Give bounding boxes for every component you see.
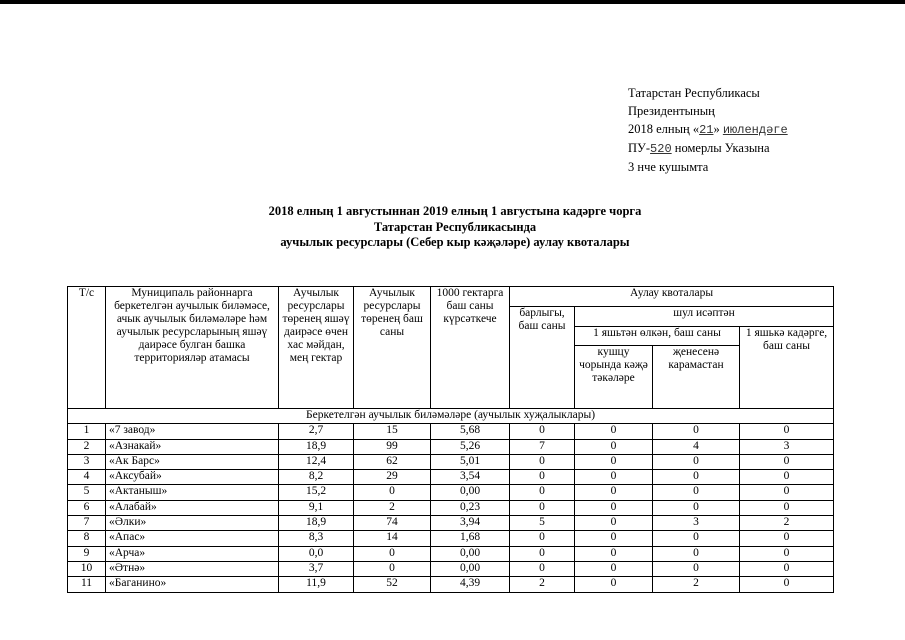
row-females: 0 [653,454,740,469]
row-area: 3,7 [279,561,354,576]
row-count: 0 [354,561,431,576]
handwritten-month: июлендәге [722,123,788,137]
row-area: 9,1 [279,500,354,515]
row-density: 4,39 [431,577,510,592]
header-older-one: 1 яшьтән өлкән, баш саны [575,327,740,346]
row-females: 0 [653,424,740,439]
row-number: 5 [68,485,106,500]
row-count: 52 [354,577,431,592]
row-name: «Ак Барс» [106,454,279,469]
row-females: 4 [653,439,740,454]
row-females: 0 [653,485,740,500]
row-name: «Баганино» [106,577,279,592]
row-number: 11 [68,577,106,592]
corner-line-3 [628,120,788,139]
header-area: Аучылык ресурслары төренең яшәү даирәсе өчен хас мәйдан, мең гектар [279,287,354,409]
row-number: 2 [68,439,106,454]
row-under-one: 0 [740,561,834,576]
row-total: 0 [510,485,575,500]
header-density: 1000 гектарга баш саны күрсәткече [431,287,510,409]
header-males: кушцу чорында кәҗә тәкәләре [575,346,653,409]
row-males: 0 [575,546,653,561]
row-density: 5,01 [431,454,510,469]
row-number: 3 [68,454,106,469]
row-area: 2,7 [279,424,354,439]
row-females: 0 [653,546,740,561]
row-females: 2 [653,577,740,592]
table-row [68,439,834,454]
row-name: «Әтнә» [106,561,279,576]
row-under-one: 0 [740,485,834,500]
row-density: 0,00 [431,485,510,500]
table-row [68,577,834,592]
row-total: 0 [510,424,575,439]
header-including: шул исәптән [575,307,834,327]
corner-line-2: Президентының [628,104,715,118]
row-females: 3 [653,516,740,531]
row-males: 0 [575,454,653,469]
table-row [68,561,834,576]
row-males: 0 [575,439,653,454]
row-name: «Аксубай» [106,470,279,485]
row-density: 5,26 [431,439,510,454]
appendix-reference [628,84,788,176]
row-area: 11,9 [279,577,354,592]
row-total: 0 [510,546,575,561]
row-area: 18,9 [279,439,354,454]
title-line-3: аучылык ресурслары (Себер кыр кәҗәләре) аулау квоталары [280,235,630,249]
decree-suffix: номерлы Указына [674,141,770,155]
row-total: 0 [510,470,575,485]
row-area: 8,2 [279,470,354,485]
row-males: 0 [575,531,653,546]
row-count: 74 [354,516,431,531]
table-row [68,424,834,439]
row-number: 4 [68,470,106,485]
date-prefix: 2018 елның « [628,122,700,136]
row-area: 12,4 [279,454,354,469]
row-area: 18,9 [279,516,354,531]
table-row [68,500,834,515]
row-count: 0 [354,546,431,561]
corner-line-5: 3 нче кушымта [628,160,709,174]
row-females: 0 [653,470,740,485]
row-density: 3,54 [431,470,510,485]
row-name: «Алабай» [106,500,279,515]
header-tc: Т/с [68,287,106,409]
row-area: 8,3 [279,531,354,546]
corner-line-1: Татарстан Республикасы [628,86,760,100]
row-total: 7 [510,439,575,454]
row-area: 0,0 [279,546,354,561]
row-name: «Әлки» [106,516,279,531]
row-density: 0,00 [431,561,510,576]
title-line-2: Татарстан Республикасында [373,219,537,234]
row-under-one: 0 [740,546,834,561]
handwritten-day: 21 [699,123,714,137]
row-males: 0 [575,516,653,531]
row-density: 3,94 [431,516,510,531]
table-row [68,516,834,531]
row-area: 15,2 [279,485,354,500]
row-count: 2 [354,500,431,515]
section-row: Беркетелгән аучылык биләмәләре (аучылык хуҗалыклары) [68,409,834,424]
row-density: 1,68 [431,531,510,546]
top-border-line [0,0,905,4]
row-total: 0 [510,454,575,469]
row-number: 8 [68,531,106,546]
row-males: 0 [575,485,653,500]
header-count: Аучылык ресурслары төренең баш саны [354,287,431,409]
document-title [100,204,810,251]
row-females: 0 [653,561,740,576]
row-name: «Апас» [106,531,279,546]
row-number: 7 [68,516,106,531]
corner-line-4 [628,139,788,158]
row-total: 0 [510,531,575,546]
row-under-one: 0 [740,424,834,439]
row-males: 0 [575,577,653,592]
row-under-one: 0 [740,500,834,515]
row-count: 0 [354,485,431,500]
row-number: 6 [68,500,106,515]
row-number: 10 [68,561,106,576]
table-row [68,485,834,500]
row-females: 0 [653,500,740,515]
quota-table [67,286,834,593]
row-total: 0 [510,500,575,515]
header-under-one: 1 яшькә кадәрге, баш саны [740,327,834,409]
row-count: 14 [354,531,431,546]
row-under-one: 0 [740,470,834,485]
row-males: 0 [575,470,653,485]
row-under-one: 3 [740,439,834,454]
row-count: 15 [354,424,431,439]
table-row [68,546,834,561]
row-males: 0 [575,561,653,576]
row-total: 0 [510,561,575,576]
row-name: «Азнакай» [106,439,279,454]
row-count: 29 [354,470,431,485]
row-number: 9 [68,546,106,561]
table-row [68,454,834,469]
decree-prefix: ПУ- [628,141,651,155]
row-females: 0 [653,531,740,546]
row-males: 0 [575,424,653,439]
row-density: 0,00 [431,546,510,561]
row-count: 99 [354,439,431,454]
row-name: «Актаныш» [106,485,279,500]
header-municipal: Муниципаль районнарга беркетелгән аучылык биләмәсе, ачык аучылык биләмәләре һәм аучылык ресурсларының яшәү даирәсе булган башка территорияләр атамасы [106,287,279,409]
row-count: 62 [354,454,431,469]
title-line-1: 2018 елның 1 августыннан 2019 елның 1 августына кадәрге чорга [268,204,642,218]
header-quotas: Аулау квоталары [510,287,834,307]
row-total: 5 [510,516,575,531]
table-row [68,470,834,485]
date-close-quote: » [713,122,720,136]
row-total: 2 [510,577,575,592]
row-number: 1 [68,424,106,439]
row-males: 0 [575,500,653,515]
row-under-one: 2 [740,516,834,531]
row-density: 5,68 [431,424,510,439]
row-under-one: 0 [740,577,834,592]
header-females-any: җенесенә карамастан [653,346,740,409]
row-name: «Арча» [106,546,279,561]
row-under-one: 0 [740,454,834,469]
header-total: барлыгы, баш саны [510,307,575,409]
handwritten-decree-number: 520 [650,142,672,156]
row-density: 0,23 [431,500,510,515]
row-name: «7 завод» [106,424,279,439]
table-row [68,531,834,546]
row-under-one: 0 [740,531,834,546]
